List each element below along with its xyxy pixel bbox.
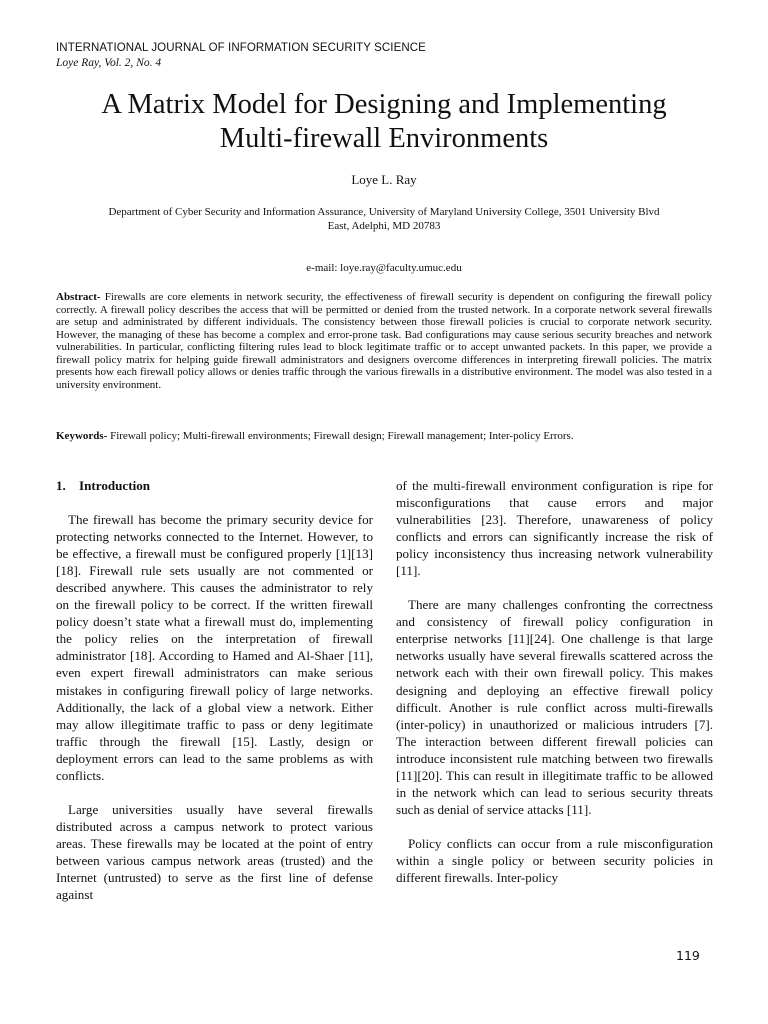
keywords-text: Firewall policy; Multi-firewall environments; Firewall design; Firewall management; Inter-policy Errors.: [107, 430, 574, 442]
body-paragraph: Large universities usually have several firewalls distributed across a campus network to protect various areas. These firewalls may be located at the point of entry between various campus network areas (trusted) and the Internet (untrusted) to serve as the first line of defense against: [56, 801, 373, 903]
affiliation-line-1: Department of Cyber Security and Information Assurance, University of Maryland University College, 3501 University Blvd: [108, 206, 660, 218]
page-number: 119: [676, 948, 700, 963]
body-paragraph: The firewall has become the primary security device for protecting networks connected to the Internet. However, to be effective, a firewall must be configured properly [1][13][18]. Firewall rule sets usually are not commented or described anywhere. This causes the administrator to rely on the firewall policy to be correct. If the written firewall policy doesn’t state what a firewall must do, implementing the policy relies on the interpretation of firewall administrator [18]. According to Hamed and Al-Shaer [11], even expert firewall administrators can make serious mistakes in configuring firewall policy of large networks. Additionally, the lack of a global view a network. Either may allow illegitimate traffic to pass or deny legitimate traffic through the firewall [15]. Lastly, design or deployment errors can lead to the same problems as with conflicts.: [56, 512, 373, 783]
section-title: Introduction: [79, 478, 151, 493]
abstract-text: Firewalls are core elements in network security, the effectiveness of firewall security is dependent on configuring the firewall policy correctly. A firewall policy describes the access that will be permitted or denied from the trusted network. In a corporate network several firewalls are setup and administrated by different individuals. The consistency between those firewall policies is crucial to corporate network security. However, the managing of these has become a complex and error-prone task. Bad configurations may cause serious security breaches and network vulnerabilities. In particular, conflicting filtering rules lead to block legitimate traffic or to accept unwanted packets. In this paper, we provide a firewall policy matrix for helping guide firewall administrators and designers overcome differences in interpreting firewall policies. The matrix presents how each firewall policy allows or denies traffic through the various firewalls in a distributive environment. The model was also tested in a university environment.: [56, 291, 712, 391]
affiliation-line-2: East, Adelphi, MD 20783: [327, 220, 441, 232]
affiliation: [56, 205, 712, 233]
body-paragraph: Policy conflicts can occur from a rule misconfiguration within a single policy or between security policies in different firewalls. Inter-policy: [396, 835, 713, 885]
journal-name: INTERNATIONAL JOURNAL OF INFORMATION SECURITY SCIENCE: [56, 42, 426, 54]
section-heading: [56, 477, 373, 494]
author-email: e-mail: loye.ray@faculty.umuc.edu: [306, 262, 462, 274]
right-column: [396, 477, 713, 886]
paper-title: [40, 88, 728, 156]
section-number: 1.: [56, 478, 66, 493]
title-line-2: Multi-firewall Environments: [219, 123, 549, 154]
left-column: [56, 477, 373, 903]
volume-info: Loye Ray, Vol. 2, No. 4: [56, 57, 162, 69]
abstract: [56, 291, 712, 391]
body-paragraph: of the multi-firewall environment configuration is ripe for misconfigurations that cause errors and major vulnerabilities [23]. Therefore, unawareness of policy conflicts and errors can significantly increase the risk of policy inconsistency thus increasing network vulnerability [11].: [396, 478, 713, 579]
abstract-label: Abstract-: [56, 291, 101, 303]
title-line-1: A Matrix Model for Designing and Implementing: [101, 89, 667, 120]
keywords-label: Keywords-: [56, 430, 108, 442]
author-name: Loye L. Ray: [351, 172, 417, 187]
keywords: [56, 430, 712, 442]
body-paragraph: There are many challenges confronting the correctness and consistency of firewall policy configuration in enterprise networks [11][24]. One challenge is that large networks usually have several firewalls scattered across the network each with their own firewall policy. This makes designing and deploying an effective firewall policy difficult. Another is rule conflict across multi-firewalls (inter-policy) in unauthorized or malicious intruders [7]. The interaction between different firewall policies can introduce inconsistent rule matching between two firewalls [11][20]. This can result in illegitimate traffic to be allowed in the network which can lead to serious security threats such as denial of service attacks [11].: [396, 597, 713, 817]
